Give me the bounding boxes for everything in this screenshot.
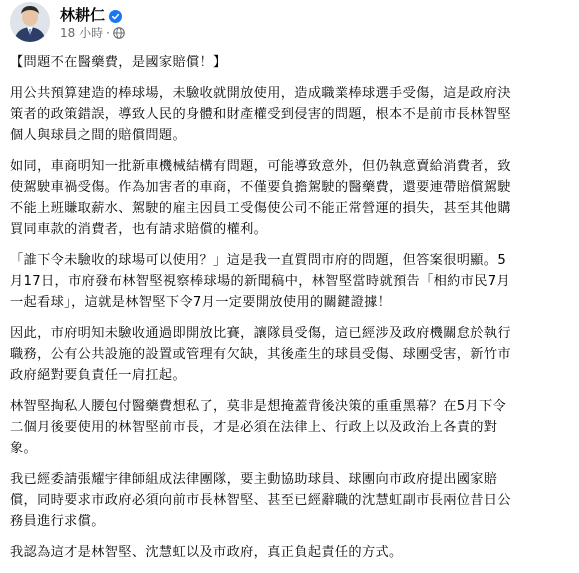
- verified-badge-icon: [109, 8, 122, 21]
- avatar-portrait-icon: [10, 2, 50, 42]
- post-paragraph: 用公共預算建造的棒球場，未驗收就開放使用，造成職業棒球選手受傷，這是政府決 策者的政策錯誤，導致人民的身體和財產權受到侵害的問題，根本不是前市長林智堅 個人與球員之間的賠償問題。: [10, 86, 511, 143]
- author-line: [60, 4, 122, 25]
- post-paragraph: 林智堅掏私人腰包付醫藥費想私了，莫非是想掩蓋背後決策的重重黑幕？在5月下令 二個月後要使用的林智堅前市長，才是必須在法律上、行政上以及政治上各責的對 象。: [10, 399, 507, 456]
- avatar[interactable]: [10, 2, 50, 42]
- post-meta: [60, 24, 125, 41]
- author-name[interactable]: 林耕仁: [60, 6, 106, 24]
- post-paragraph: 「誰下令未驗收的球場可以使用？」這是我一直質問市府的問題，但答案很明顯。5 月17日，市府發布林智堅視察棒球場的新聞稿中，林智堅當時就預告「相約市民7月 一起看球」，這就是林智堅下令7月一定要開放使用的關鍵證據！: [10, 253, 511, 310]
- post-paragraph-title: 【問題不在醫藥費，是國家賠償！】: [10, 55, 227, 70]
- post-paragraph: 因此，市府明知未驗收通過即開放比賽，讓隊員受傷，這已經涉及政府機關怠於執行 職務，公有公共設施的設置或管理有欠缺，其後產生的球員受傷、球團受害，新竹市 政府絕對要負責任一肩扛起。: [10, 326, 511, 383]
- globe-icon[interactable]: [113, 27, 125, 39]
- post-paragraph: 我已經委請張耀宇律師組成法律團隊，要主動協助球員、球團向市政府提出國家賠 償，同時要求市政府必須向前市長林智堅、甚至已經辭職的沈慧虹副市長兩位昔日公 務員進行求償。: [10, 472, 511, 529]
- meta-separator: ·: [106, 25, 110, 40]
- post-paragraph: 我認為這才是林智堅、沈慧虹以及市政府，真正負起責任的方式。: [10, 545, 403, 560]
- post-body: [10, 52, 570, 573]
- post-timestamp[interactable]: 18 小時: [60, 26, 104, 40]
- post-header: [10, 2, 570, 42]
- post-paragraph: 如同，車商明知一批新車機械結構有問題，可能導致意外，但仍執意賣給消費者，致 使駕駛車禍受傷。作為加害者的車商，不僅要負擔駕駛的醫藥費，還要連帶賠償駕駛 不能上班賺取薪水、駕駛的雇主因員工受傷使公司不能正常營運的損失，甚至其他購 買同車款的消費者，也有請求賠償的權利。: [10, 159, 511, 237]
